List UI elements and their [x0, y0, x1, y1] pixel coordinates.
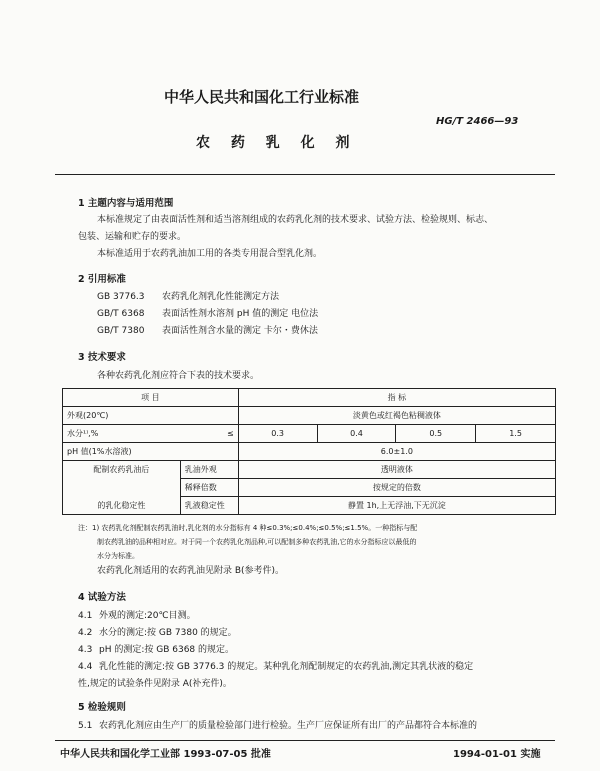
section-1-title: 1 主题内容与适用范围	[78, 198, 174, 209]
emulsion-sub-value: 透明液体	[238, 461, 555, 479]
table-header-spec: 指 标	[238, 389, 555, 407]
item-text: pH 的测定:按 GB 6368 的规定。	[99, 645, 235, 655]
table-note-1: 注：1) 农药乳化剂配制农药乳油时,乳化剂的水分指标有 4 种≤0.3%;≤0.4%;≤0.5%;≤1.5%。一种指标与配	[78, 524, 418, 532]
ref-name: 表面活性剂含水量的测定 卡尔・费休法	[162, 326, 318, 336]
section-1-para-1b: 包装、运输和贮存的要求。	[78, 232, 187, 242]
table-row	[63, 407, 556, 425]
item-number: 4.2	[78, 628, 93, 638]
section-4-title: 4 试验方法	[78, 592, 126, 603]
document-title: 农 药 乳 化 剂	[196, 135, 358, 151]
item-number: 5.1	[78, 721, 93, 731]
section-3-intro: 各种农药乳化剂应符合下表的技术要求。	[97, 371, 260, 381]
emulsion-label-spacer	[63, 479, 181, 497]
emulsion-label-2: 的乳化稳定性	[63, 497, 181, 515]
emulsion-label-1: 配制农药乳油后	[63, 461, 181, 479]
item-text-continued: 性,规定的试验条件见附录 A(补充件)。	[78, 679, 232, 689]
water-operator: ≤	[180, 425, 238, 443]
ref-name: 农药乳化剂乳化性能测定方法	[162, 292, 280, 302]
item-number: 4.3	[78, 645, 93, 655]
item-text: 乳化性能的测定:按 GB 3776.3 的规定。某种乳化剂配制规定的农药乳油,测定其乳状液的稳定	[99, 662, 474, 672]
ref-code: GB 3776.3	[97, 292, 145, 302]
issuer-title: 中华人民共和国化工行业标准	[164, 88, 360, 106]
table-row	[63, 497, 556, 515]
item-text: 水分的测定:按 GB 7380 的规定。	[99, 628, 237, 638]
table-header-row	[63, 389, 556, 407]
table-row	[63, 443, 556, 461]
header-rule	[55, 174, 555, 175]
water-label: 水分¹⁾,%	[63, 425, 181, 443]
water-value: 0.5	[396, 425, 476, 443]
appearance-label: 外观(20℃)	[63, 407, 239, 425]
table-note-3: 水分为标准。	[97, 552, 139, 560]
section-2-title: 2 引用标准	[78, 274, 126, 285]
item-number: 4.4	[78, 662, 93, 672]
emulsion-sub-value: 按规定的倍数	[238, 479, 555, 497]
item-number: 4.1	[78, 611, 93, 621]
approval-line: 中华人民共和国化学工业部 1993-07-05 批准	[60, 749, 271, 760]
table-row	[63, 479, 556, 497]
section-1-para-1a: 本标准规定了由表面活性剂和适当溶剂组成的农药乳化剂的技术要求、试验方法、检验规则、标志、	[97, 215, 494, 225]
table-row	[63, 461, 556, 479]
appearance-value: 淡黄色或红褐色粘稠液体	[238, 407, 555, 425]
standard-number: HG/T 2466—93	[436, 116, 519, 127]
ph-value: 6.0±1.0	[238, 443, 555, 461]
table-row	[63, 425, 556, 443]
section-5-title: 5 检验规则	[78, 702, 126, 713]
item-text: 农药乳化剂应由生产厂的质量检验部门进行检验。生产厂应保证所有出厂的产品都符合本标准的	[99, 721, 478, 731]
implementation-date: 1994-01-01 实施	[453, 749, 541, 760]
ref-code: GB/T 6368	[97, 309, 145, 319]
footer-rule	[55, 740, 555, 741]
water-value: 1.5	[476, 425, 556, 443]
water-value: 0.4	[317, 425, 396, 443]
section-1-para-2: 本标准适用于农药乳油加工用的各类专用混合型乳化剂。	[97, 249, 323, 259]
section-3-title: 3 技术要求	[78, 352, 126, 363]
emulsion-sub-label: 乳液稳定性	[180, 497, 238, 515]
table-note-2: 制农药乳油的品种相对应。对于同一个农药乳化剂品种,可以配制多种农药乳油,它的水分指标应以最低的	[97, 538, 417, 546]
spec-table	[62, 388, 556, 515]
table-header-item: 项 目	[63, 389, 239, 407]
ref-code: GB/T 7380	[97, 326, 145, 336]
section-3-after-note: 农药乳化剂适用的农药乳油见附录 B(参考件)。	[97, 566, 285, 576]
emulsion-sub-label: 乳油外观	[180, 461, 238, 479]
water-value: 0.3	[238, 425, 317, 443]
item-text: 外观的测定:20℃目测。	[99, 611, 196, 621]
emulsion-sub-label: 稀释倍数	[180, 479, 238, 497]
ph-label: pH 值(1%水溶液)	[63, 443, 239, 461]
emulsion-sub-value: 静置 1h,上无浮油,下无沉淀	[238, 497, 555, 515]
ref-name: 表面活性剂水溶剂 pH 值的测定 电位法	[162, 309, 319, 319]
